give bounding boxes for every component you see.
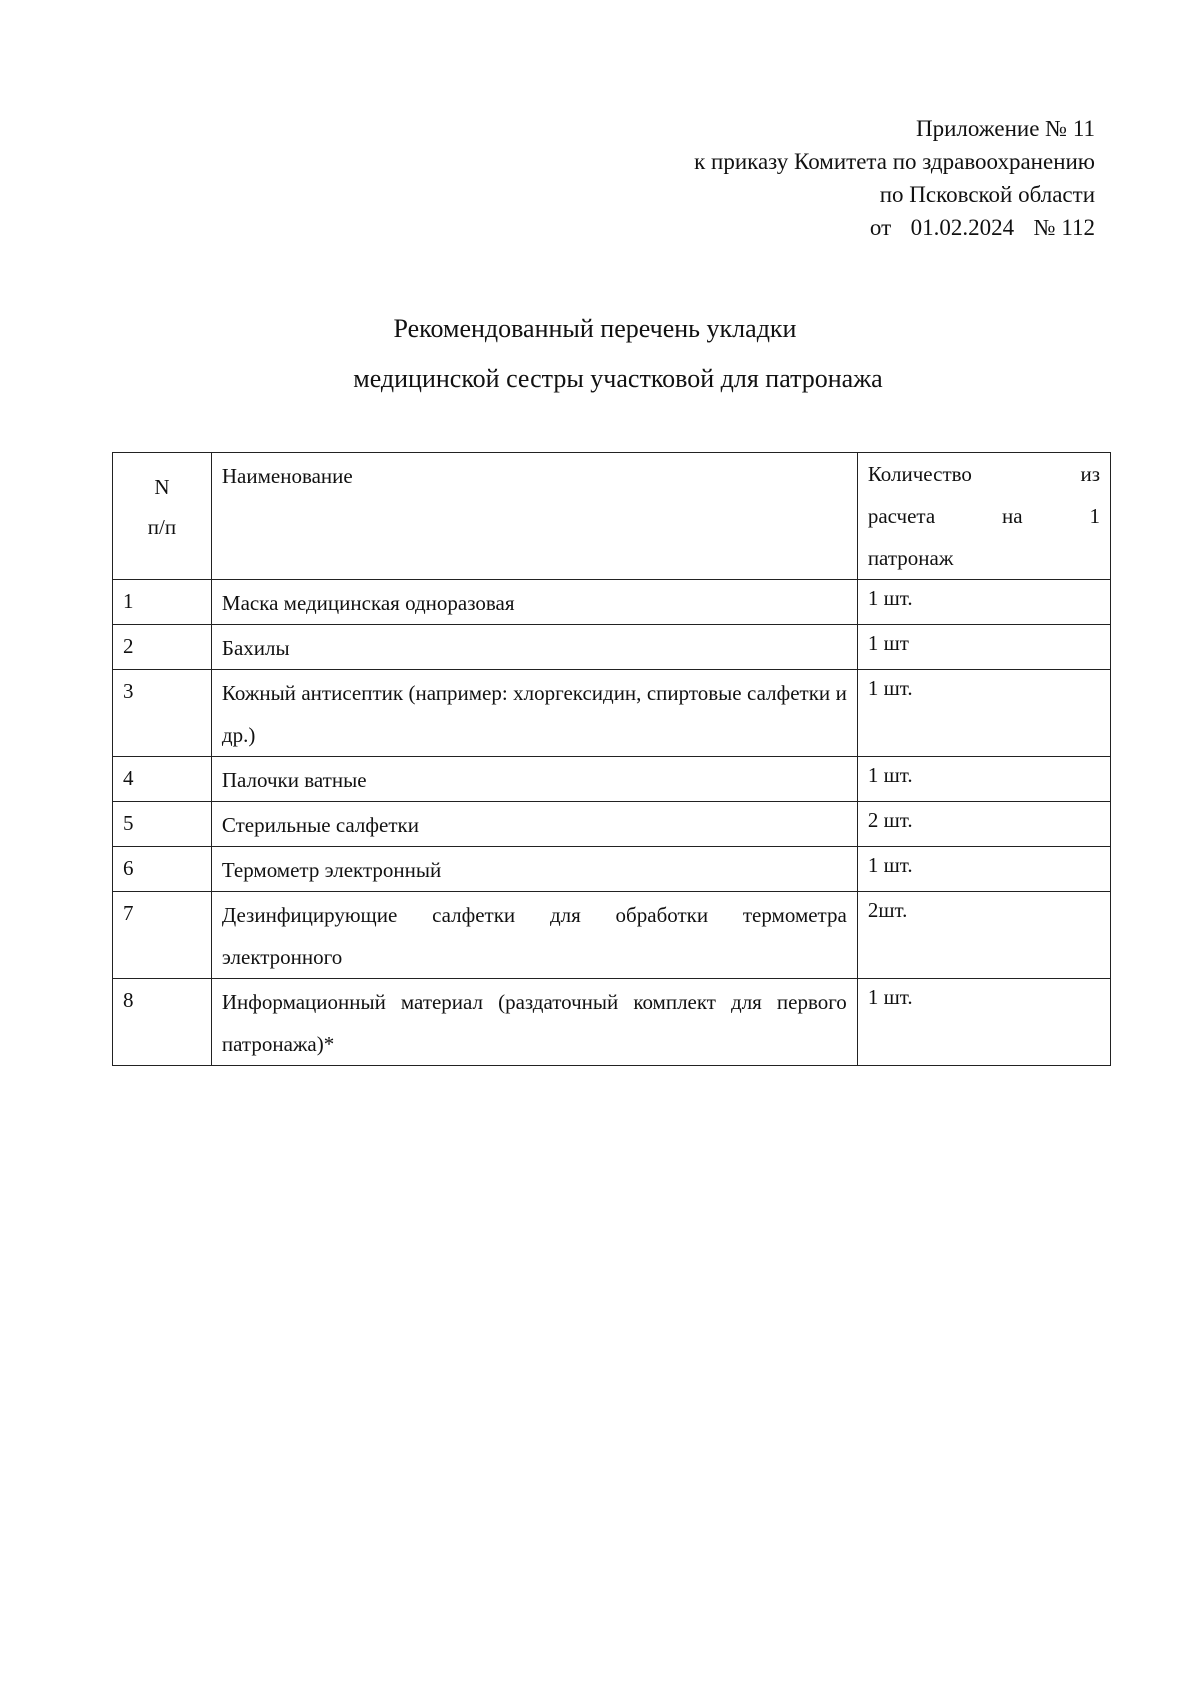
table-row: [113, 757, 1111, 802]
table-row: [113, 580, 1111, 625]
table-header-row: [113, 453, 1111, 580]
document-title-line1: Рекомендованный перечень укладки: [393, 314, 797, 343]
order-reference: к приказу Комитета по здравоохранению: [694, 149, 1095, 174]
row-name: Палочки ватные: [211, 757, 857, 802]
row-quantity: 1 шт.: [857, 847, 1110, 892]
row-number: 3: [113, 670, 212, 757]
row-number: 7: [113, 892, 212, 979]
row-quantity: 1 шт.: [857, 979, 1110, 1066]
row-quantity: 1 шт.: [857, 580, 1110, 625]
row-number: 6: [113, 847, 212, 892]
items-table: [112, 452, 1111, 1066]
row-quantity: 1 шт.: [857, 670, 1110, 757]
table-row: [113, 892, 1111, 979]
header-quantity-line3: патронаж: [867, 546, 954, 570]
row-name: Кожный антисептик (например: хлоргексидин, спиртовые салфетки и др.): [211, 670, 857, 757]
row-name: Дезинфицирующие салфетки для обработки термометра электронного: [211, 892, 857, 979]
row-name: Бахилы: [211, 625, 857, 670]
row-number: 5: [113, 802, 212, 847]
row-name: Информационный материал (раздаточный комплект для первого патронажа)*: [211, 979, 857, 1066]
row-number: 2: [113, 625, 212, 670]
header-quantity-line1: Количество из: [867, 462, 1100, 486]
row-number: 8: [113, 979, 212, 1066]
header-number-line2: п/п: [147, 515, 177, 539]
appendix-header: [694, 112, 1095, 244]
row-name: Маска медицинская одноразовая: [211, 580, 857, 625]
region-reference: по Псковской области: [879, 182, 1095, 207]
row-quantity: 1 шт.: [857, 757, 1110, 802]
order-number: № 112: [1033, 215, 1095, 240]
header-number-line1: N: [154, 475, 170, 499]
row-quantity: 2шт.: [857, 892, 1110, 979]
row-name: Термометр электронный: [211, 847, 857, 892]
table-row: [113, 802, 1111, 847]
appendix-number: Приложение № 11: [915, 116, 1095, 141]
date-prefix: от: [869, 215, 892, 240]
header-quantity-line2: расчета на 1: [867, 504, 1100, 528]
header-number: [113, 453, 212, 580]
table-row: [113, 625, 1111, 670]
table-row: [113, 670, 1111, 757]
header-name: Наименование: [211, 453, 857, 580]
order-date-line: [694, 211, 1095, 244]
order-date: 01.02.2024: [910, 215, 1015, 240]
document-title-line2: медицинской сестры участковой для патронажа: [353, 364, 883, 393]
table-row: [113, 979, 1111, 1066]
table-row: [113, 847, 1111, 892]
row-number: 4: [113, 757, 212, 802]
row-number: 1: [113, 580, 212, 625]
row-quantity: 2 шт.: [857, 802, 1110, 847]
row-name: Стерильные салфетки: [211, 802, 857, 847]
header-quantity: [857, 453, 1110, 580]
row-quantity: 1 шт: [857, 625, 1110, 670]
